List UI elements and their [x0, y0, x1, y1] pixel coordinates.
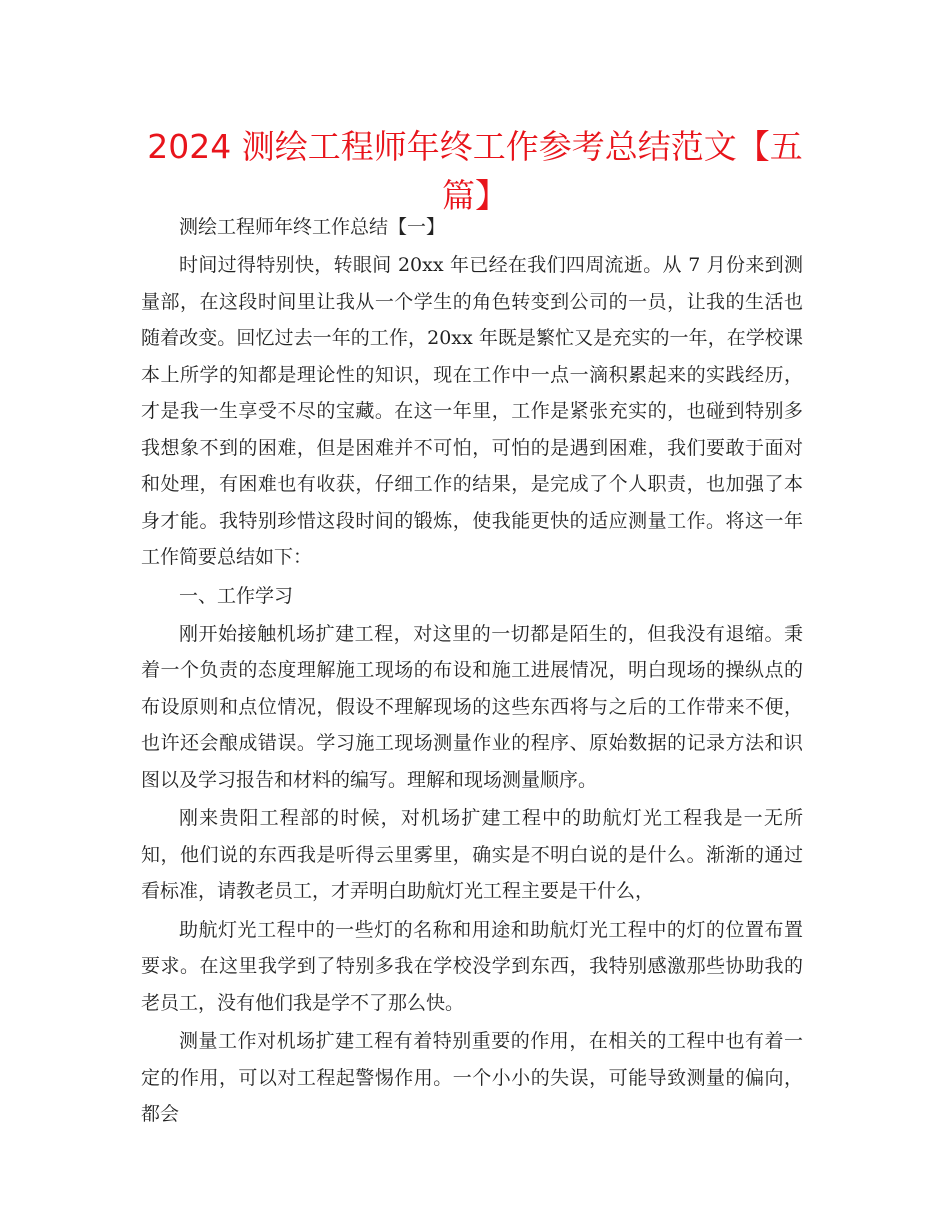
document-title: 2024 测绘工程师年终工作参考总结范文【五篇】: [147, 127, 803, 215]
body-paragraph: 刚来贵阳工程部的时候，对机场扩建工程中的助航灯光工程我是一无所知，他们说的东西我是听得云里雾里，确实是不明白说的是什么。渐渐的通过看标准，请教老员工，才弄明白助航灯光工程主要是干什么，: [141, 807, 803, 902]
section-heading: 测绘工程师年终工作总结【一】: [179, 216, 446, 238]
section-subheading: 一、工作学习: [179, 584, 294, 607]
body-paragraph: 时间过得特别快，转眼间 20xx 年已经在我们四周流逝。从 7 月份来到测量部，在这段时间里让我从一个学生的角色转变到公司的一员，让我的生活也随着改变。回忆过去一年的工作，20xx 年既是繁忙又是充实的一年，在学校课本上所学的知都是理论性的知识，现在工作中一点一滴积累起来的实践经历，才是我一生享受不尽的宝藏。在这一年里，工作是紧张充实的，也碰到特别多我想象不到的困难，但是困难并不可怕，可怕的是遇到困难，我们要敢于面对和处理，有困难也有收获，仔细工作的结果，是完成了个人职责，也加强了本身才能。我特别珍惜这段时间的锻炼，使我能更快的适应测量工作。将这一年工作简要总结如下：: [141, 254, 803, 568]
document-body: [141, 209, 803, 1135]
body-paragraph: 助航灯光工程中的一些灯的名称和用途和助航灯光工程中的灯的位置布置要求。在这里我学到了特别多我在学校没学到东西，我特别感激那些协助我的老员工，没有他们我是学不了那么快。: [141, 918, 803, 1014]
body-paragraph: 测量工作对机场扩建工程有着特别重要的作用，在相关的工程中也有着一定的作用，可以对工程起警惕作用。一个小小的失误，可能导致测量的偏向，都会: [141, 1030, 803, 1125]
body-paragraph: 刚开始接触机场扩建工程，对这里的一切都是陌生的，但我没有退缩。秉着一个负责的态度理解施工现场的布设和施工进展情况，明白现场的操纵点的布设原则和点位情况，假设不理解现场的这些东西将与之后的工作带来不便，也许还会酿成错误。学习施工现场测量作业的程序、原始数据的记录方法和识图以及学习报告和材料的编写。理解和现场测量顺序。: [141, 622, 803, 791]
